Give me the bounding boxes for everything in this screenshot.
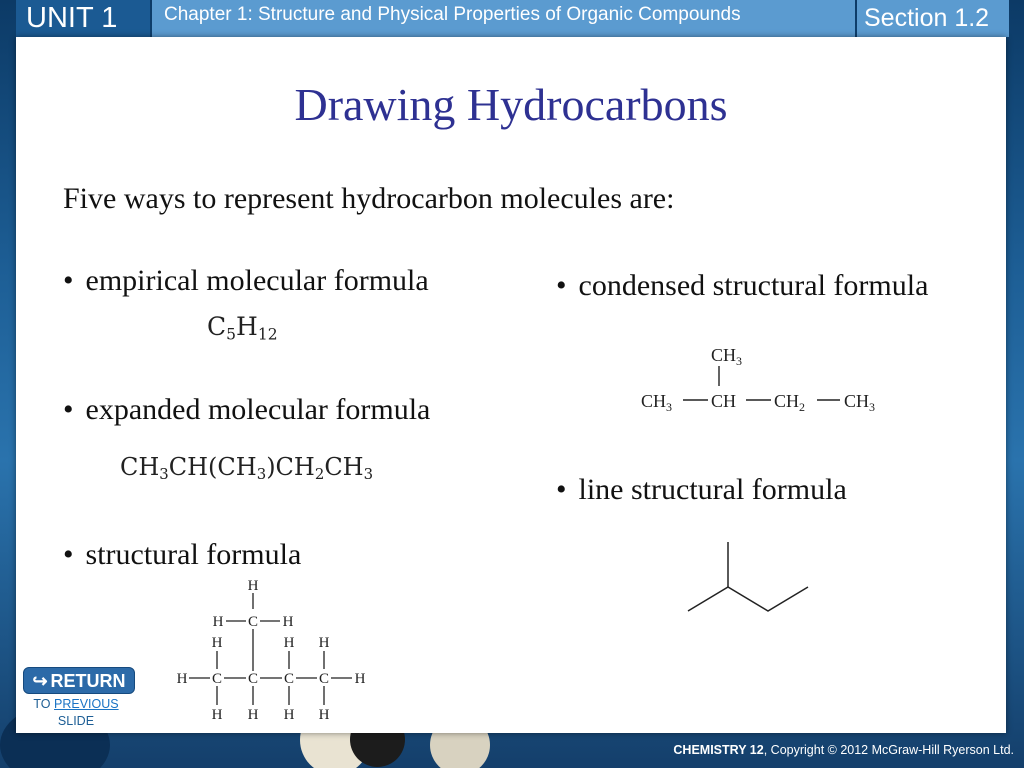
footer-copyright [673, 743, 1014, 757]
bullet-expanded-label: expanded molecular formula [85, 393, 431, 426]
formula-part: C [207, 312, 227, 341]
intro-text: Five ways to represent hydrocarbon molecules are: [63, 182, 675, 215]
atom-h: H [283, 635, 295, 651]
atom-h: H [282, 614, 294, 630]
atom-h: H [211, 635, 223, 651]
return-button[interactable] [23, 667, 135, 694]
empirical-formula [207, 312, 278, 344]
bullet-dot: • [63, 264, 74, 297]
bullet-expanded [63, 393, 430, 427]
atom-h: H [283, 707, 295, 723]
section-label: Section 1.2 [857, 0, 1009, 37]
formula-subscript: 2 [314, 465, 325, 484]
atom-h: H [176, 671, 188, 687]
bullet-empirical-label: empirical molecular formula [85, 264, 429, 297]
line-formula-diagram [680, 535, 820, 620]
structural-formula-diagram [168, 575, 378, 725]
atom-h: H [318, 635, 330, 651]
return-caption [16, 696, 136, 730]
bullet-empirical [63, 264, 429, 298]
formula-part: H [236, 312, 258, 341]
formula-subscript: 3 [256, 465, 267, 484]
condensed-formula-diagram [638, 338, 888, 418]
footer-brand: CHEMISTRY 12 [673, 743, 764, 757]
return-to-label: TO [33, 697, 51, 711]
atom-c: C [211, 671, 223, 687]
bullet-condensed-label: condensed structural formula [578, 269, 929, 302]
group-b: CH [711, 391, 737, 411]
atom-h: H [318, 707, 330, 723]
return-arrow-icon: ↪ [32, 671, 48, 691]
atom-h: H [247, 707, 259, 723]
bullet-condensed [556, 269, 928, 303]
bullet-dot: • [556, 269, 567, 302]
footer-text: , Copyright © 2012 McGraw-Hill Ryerson Ltd. [763, 743, 1014, 757]
header-bar [0, 0, 1024, 37]
formula-subscript: 3 [159, 465, 169, 484]
formula-part: CH [120, 453, 160, 481]
atom-h: H [247, 578, 259, 594]
previous-link[interactable]: PREVIOUS [54, 697, 119, 711]
atom-h: H [354, 671, 366, 687]
atom-c: C [283, 671, 295, 687]
bullet-structural [63, 538, 301, 572]
bullet-structural-label: structural formula [85, 538, 302, 571]
chapter-label: Chapter 1: Structure and Physical Properties of Organic Compounds [152, 0, 855, 37]
bullet-dot: • [63, 538, 74, 571]
formula-subscript: 3 [363, 465, 374, 484]
group-a: $CH_3$ [641, 391, 673, 414]
atom-h: H [211, 707, 223, 723]
formula-subscript: 5 [226, 325, 237, 344]
group-d: $CH_3$ [844, 391, 876, 414]
formula-subscript: 12 [257, 325, 278, 344]
atom-c: C [247, 614, 259, 630]
formula-part: CH(CH [168, 453, 257, 481]
bullet-dot: • [556, 473, 567, 506]
atom-c: C [318, 671, 330, 687]
group-top: $CH_3$ [711, 345, 743, 368]
formula-part: CH [324, 453, 364, 481]
expanded-formula [120, 453, 374, 484]
atom-c: C [247, 671, 259, 687]
formula-part: )CH [266, 453, 315, 481]
bullet-line-label: line structural formula [578, 473, 847, 506]
slide-title: Drawing Hydrocarbons [294, 79, 728, 130]
unit-label: UNIT 1 [16, 0, 150, 37]
group-c: $CH_2$ [774, 391, 806, 414]
carbon-chain [688, 587, 808, 611]
bullet-line [556, 473, 847, 507]
bullet-dot: • [63, 393, 74, 426]
atom-h: H [212, 614, 224, 630]
return-button-label: RETURN [50, 671, 126, 691]
return-slide-label: SLIDE [57, 714, 95, 728]
